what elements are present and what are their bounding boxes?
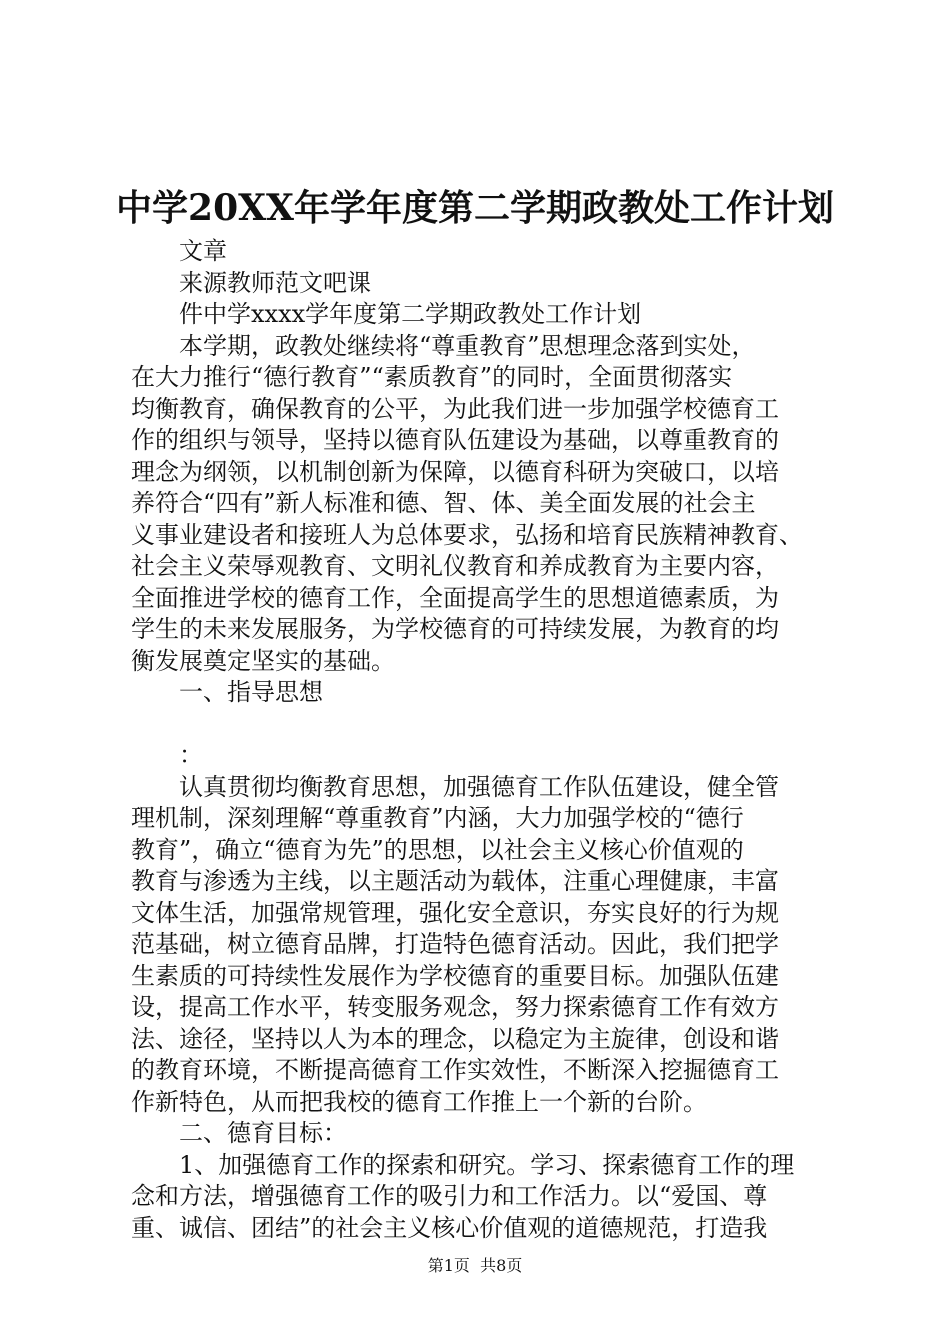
text-line: 件中学xxxx学年度第二学期政教处工作计划	[179, 300, 642, 328]
text-line: 念和方法，增强德育工作的吸引力和工作活力。以“爱国、尊	[131, 1182, 768, 1210]
text-line	[131, 709, 831, 741]
text-line: 二、德育目标：	[179, 1119, 347, 1147]
text-line: 本学期，政教处继续将“尊重教育”思想理念落到实处，	[179, 331, 756, 360]
text-line: 作新特色，从而把我校的德育工作推上一个新的台阶。	[131, 1087, 707, 1116]
text-line: 来源教师范文吧课	[179, 268, 371, 297]
text-line: ：	[179, 741, 203, 769]
text-line: 作的组织与领导，坚持以德育队伍建设为基础，以尊重教育的	[131, 426, 779, 454]
text-line: 一、指导思想	[179, 678, 323, 706]
text-line: 教育与渗透为主线，以主题活动为载体，注重心理健康，丰富	[131, 867, 779, 895]
text-line: 学生的未来发展服务，为学校德育的可持续发展，为教育的均	[131, 615, 779, 643]
text-line: 认真贯彻均衡教育思想，加强德育工作队伍建设，健全管	[179, 772, 779, 801]
text-line: 1、加强德育工作的探索和研究。学习、探索德育工作的理	[179, 1150, 795, 1179]
text-line: 全面推进学校的德育工作，全面提高学生的思想道德素质，为	[131, 583, 779, 612]
page-footer: 第1页 共8页	[427, 1256, 523, 1275]
text-line: 教育”，确立“德育为先”的思想，以社会主义核心价值观的	[131, 835, 744, 864]
text-line: 设，提高工作水平，转变服务观念，努力探索德育工作有效方	[131, 993, 779, 1021]
text-line: 的教育环境，不断提高德育工作实效性，不断深入挖掘德育工	[131, 1056, 779, 1084]
text-line: 均衡教育，确保教育的公平，为此我们进一步加强学校德育工	[131, 394, 779, 423]
text-line: 理念为纲领，以机制创新为保障，以德育科研为突破口，以培	[131, 457, 779, 486]
text-line: 养符合“四有”新人标准和德、智、体、美全面发展的社会主	[131, 489, 756, 517]
text-line: 义事业建设者和接班人为总体要求，弘扬和培育民族精神教育、	[131, 520, 803, 549]
text-line: 在大力推行“德行教育”“素质教育”的同时，全面贯彻落实	[131, 363, 733, 391]
text-line: 范基础，树立德育品牌，打造特色德育活动。因此，我们把学	[131, 930, 779, 958]
text-line: 社会主义荣辱观教育、文明礼仪教育和养成教育为主要内容，	[131, 552, 779, 580]
text-line: 法、途径，坚持以人为本的理念，以稳定为主旋律，创设和谐	[131, 1024, 779, 1053]
text-line: 文章	[179, 237, 227, 265]
text-line: 重、诚信、团结”的社会主义核心价值观的道德规范，打造我	[131, 1213, 768, 1242]
text-line: 生素质的可持续性发展作为学校德育的重要目标。加强队伍建	[131, 961, 779, 990]
text-line: 文体生活，加强常规管理，强化安全意识，夯实良好的行为规	[131, 898, 779, 927]
text-line: 衡发展奠定坚实的基础。	[131, 646, 395, 675]
document-body	[131, 236, 831, 1244]
text-line: 理机制，深刻理解“尊重教育”内涵，大力加强学校的“德行	[131, 804, 744, 832]
document-title: 中学20XX年学年度第二学期政教处工作计划	[116, 187, 834, 229]
